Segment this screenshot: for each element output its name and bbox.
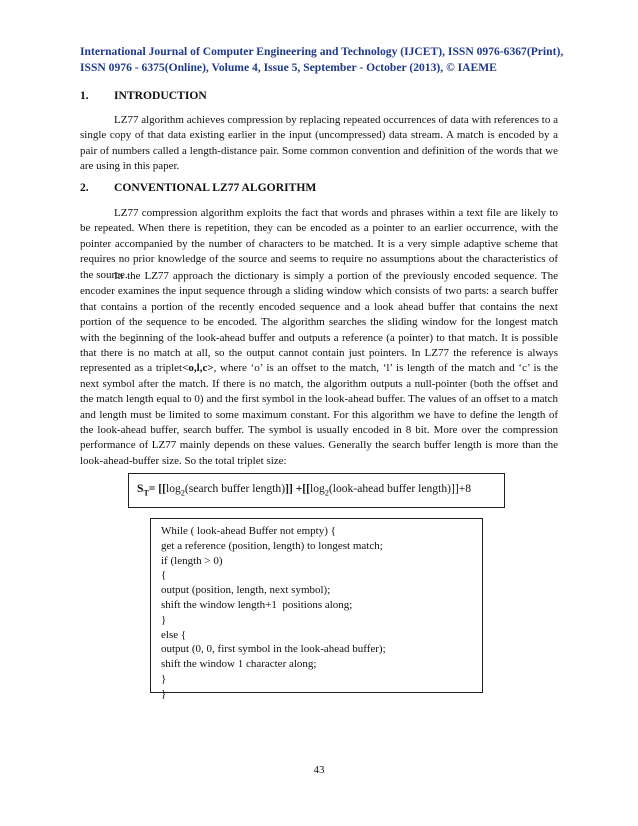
paragraph-text: In the LZ77 approach the dictionary is simply a portion of the previously encoded sequence. The encoder examines the input sequence through a sliding window which consists of two parts: a search buffer that contains a portion of the recently encoded sequence and a look ahead buffer that contains the next portion of the sequence to be encoded. The algorithm searches the sliding window for the longest match with the beginning of the look-ahead buffer and outputs a reference (a pointer) to that match. It is possible that there is no match at all, so the output cannot contain just pointers. In LZ77 the reference is always represented as a triplet [80, 270, 558, 375]
triplet-notation: <o,l,c> [182, 362, 214, 375]
formula-equals: = [[ [148, 482, 167, 495]
journal-header-line-1: International Journal of Computer Engineering and Technology (IJCET), ISSN 0976-6367(Print), [80, 45, 564, 58]
formula-log-base: 2 [324, 488, 329, 498]
formula-argument: (search buffer length) [184, 482, 286, 495]
page-number: 43 [313, 764, 325, 776]
algorithm-pseudocode-box [150, 518, 483, 700]
journal-header [80, 44, 570, 76]
journal-header-line-2: ISSN 0976 - 6375(Online), Volume 4, Issue 5, September - October (2013), © IAEME [80, 61, 497, 74]
formula-operator: ]] +[[ [285, 482, 311, 495]
pseudocode-line: } [161, 672, 167, 685]
formula-log: log [166, 482, 181, 495]
section-heading-introduction [80, 89, 207, 103]
section-title: INTRODUCTION [114, 89, 207, 102]
section-number: 2. [80, 181, 89, 194]
lz77-paragraph-2 [80, 269, 558, 469]
section-heading-conventional-lz77 [80, 181, 316, 195]
formula-log-base: 2 [180, 488, 185, 498]
paragraph-text: , where ‘o’ is an offset to the match, ‘l’ is length of the match and ‘c’ is the next symbol after the match. If there is no match, the algorithm outputs a null-pointer (both the offset and the match length equal to 0) and the first symbol in the look-ahead buffer. The values of an offset to a match and length must be limited to some maximum constant. For this algorithm we have to define the length of the look-ahead buffer, search buffer. The symbol is usually encoded in 8 bit. More over the compression performance of LZ77 mainly depends on these values. Generally the search buffer length is more than the look-ahead-buffer size. So the total triplet size: [80, 362, 558, 467]
introduction-paragraph: LZ77 algorithm achieves compression by replacing repeated occurrences of data with references to a single copy of that data existing earlier in the input (uncompressed) data stream. A match is encoded by a pair of numbers called a length-distance pair. Some common convention and definition of the words that we are using in this paper. [80, 114, 558, 173]
pseudocode-line: { [161, 569, 167, 582]
pseudocode-line: else { [161, 628, 187, 641]
pseudocode-line: shift the window length+1 positions along; [161, 598, 353, 611]
formula-subscript: T [143, 488, 149, 498]
pseudocode-line: output (0, 0, first symbol in the look-ahead buffer); [161, 643, 386, 656]
section-number: 1. [80, 89, 89, 102]
pseudocode-line: While ( look-ahead Buffer not empty) { [161, 525, 336, 537]
formula-symbol: S [137, 482, 144, 495]
pseudocode-line: get a reference (position, length) to longest match; [161, 539, 383, 552]
formula-tail: ]]+8 [450, 482, 472, 495]
pseudocode-line: } [161, 613, 167, 626]
pseudocode-line: output (position, length, next symbol); [161, 584, 331, 597]
formula-log: log [310, 482, 325, 495]
pseudocode-line: if (length > 0) [161, 554, 223, 567]
triplet-size-formula [128, 473, 505, 508]
pseudocode-line: } [161, 687, 167, 700]
section-title: CONVENTIONAL LZ77 ALGORITHM [114, 181, 317, 194]
formula-argument: (look-ahead buffer length) [328, 482, 451, 495]
lz77-paragraph-1: LZ77 compression algorithm exploits the fact that words and phrases within a text file are likely to be repeated. When there is repetition, they can be encoded as a pointer to an earlier occurrence, with the pointer accompanied by the number of characters to be matched. It is a very simple adaptive scheme that requires no prior knowledge of the source and seems to require no assumptions about the characteristics of the source. [80, 207, 558, 281]
pseudocode-line: shift the window 1 character along; [161, 658, 317, 671]
